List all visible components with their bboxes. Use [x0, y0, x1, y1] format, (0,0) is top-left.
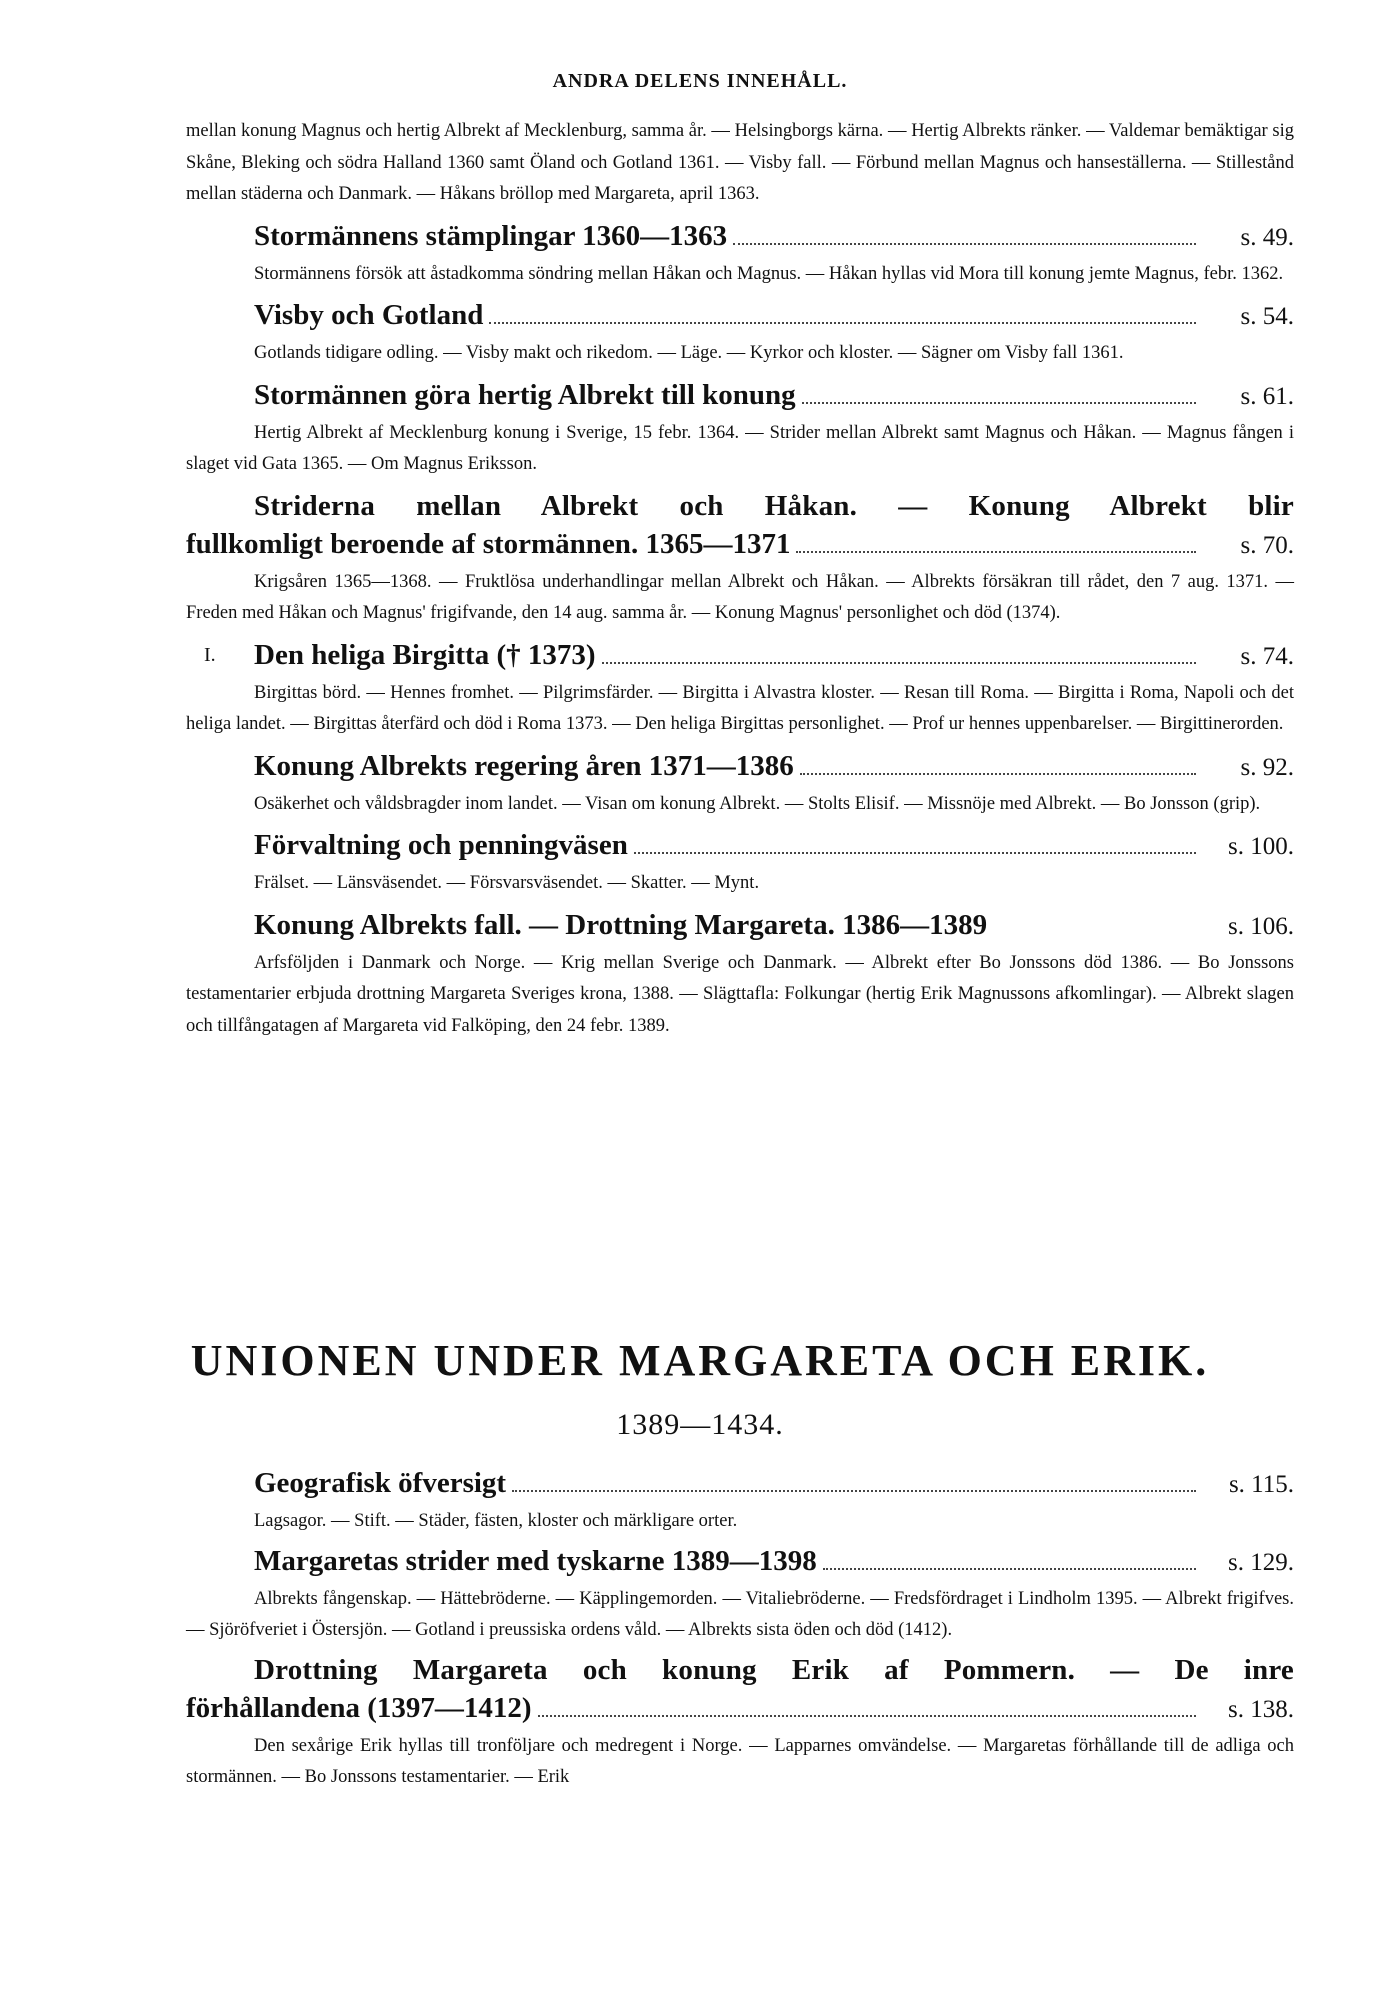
toc-entry-title: Konung Albrekts regering åren 1371—1386	[254, 749, 794, 782]
toc-entry-description: Albrekts fångenskap. — Hättebröderne. — Käpplingemorden. — Vitaliebröderne. — Fredsfördraget i Lindholm 1395. — Albrekt frigifves. — Sjöröfveriet i Östersjön. — Gotland i preussiska ordens våld. — Albrekts sista öden och död (1412).	[186, 1588, 1294, 1640]
margin-mark: I.	[204, 643, 216, 666]
toc-entry-description: Frälset. — Länsväsendet. — Försvarsväsendet. — Skatter. — Mynt.	[254, 873, 760, 893]
toc-entry	[186, 1651, 1294, 1794]
toc-entry	[186, 376, 1294, 481]
leader-dots	[602, 640, 1196, 664]
toc-entry-heading[interactable]	[186, 636, 1294, 676]
toc-entry-title: Stormännen göra hertig Albrekt till konung	[254, 378, 796, 411]
section-title: UNIONEN UNDER MARGARETA OCH ERIK.	[190, 1336, 1210, 1385]
toc-entry-page: s. 129.	[1228, 1548, 1294, 1576]
toc-entry-page: s. 70.	[1240, 531, 1294, 559]
toc-entry-heading[interactable]	[186, 296, 1294, 336]
toc-part-two	[186, 1460, 1294, 1794]
toc-entry	[186, 487, 1294, 630]
toc-entry-description: Stormännens försök att åstadkomma söndring mellan Håkan och Magnus. — Håkan hyllas vid Mora till konung jemte Magnus, febr. 1362.	[254, 263, 1284, 284]
toc-entry-description: Gotlands tidigare odling. — Visby makt och rikedom. — Läge. — Kyrkor och kloster. — Sägner om Visby fall 1361.	[254, 343, 1124, 363]
toc-entry	[186, 1464, 1294, 1538]
toc-entry-description: Hertig Albrekt af Mecklenburg konung i Sverige, 15 febr. 1364. — Strider mellan Albrekt samt Magnus och Håkan. — Magnus fången i slaget vid Gata 1365. — Om Magnus Eriksson.	[186, 422, 1294, 474]
toc-entry-description: Arfsföljden i Danmark och Norge. — Krig mellan Sverige och Danmark. — Albrekt efter Bo Jonssons död 1386. — Bo Jonssons testamentarier erbjuda drottning Margareta Sveriges krona, 1388. — Slägttafla: Folkungar (hertig Erik Magnussons afkomlingar). — Albrekt slagen och tillfångatagen af Margareta vid Falköping, den 24 febr. 1389.	[186, 952, 1294, 1036]
toc-entry-page: s. 138.	[1228, 1695, 1294, 1723]
running-head: ANDRA DELENS INNEHÅLL.	[552, 70, 848, 92]
toc-entry-heading[interactable]	[186, 747, 1294, 787]
toc-entry-title: Visby och Gotland	[254, 299, 484, 331]
toc-entry-heading[interactable]	[186, 906, 1294, 946]
toc-entry-title: Den heliga Birgitta († 1373)	[254, 638, 596, 671]
leader-dots	[634, 830, 1196, 854]
toc-entry	[186, 1542, 1294, 1647]
toc-entry	[186, 296, 1294, 370]
toc-entry-heading[interactable]	[186, 1464, 1294, 1504]
toc-entry-title-line-2: förhållandena (1397—1412)	[186, 1691, 532, 1724]
toc-entry-heading[interactable]	[186, 376, 1294, 416]
toc-part-one	[186, 116, 1294, 1042]
toc-entry-page: s. 74.	[1240, 642, 1294, 670]
toc-entry-heading[interactable]	[186, 1542, 1294, 1582]
toc-entry-heading[interactable]	[186, 826, 1294, 866]
toc-entry-page: s. 115.	[1228, 1471, 1294, 1498]
toc-entry-heading[interactable]	[186, 487, 1294, 565]
toc-entry-title: Geografisk öfversigt	[254, 1467, 507, 1499]
leader-dots	[823, 1546, 1196, 1570]
toc-entry-page: s. 92.	[1240, 753, 1294, 781]
intro-paragraph: mellan konung Magnus och hertig Albrekt af Mecklenburg, samma år. — Helsingborgs kärna. — Hertig Albrekts ränker. — Valdemar bemäktigar sig Skåne, Bleking och södra Halland 1360 samt Öland och Gotland 1361. — Visby fall. — Förbund mellan Magnus och hanseställerna. — Stillestånd mellan städerna och Danmark. — Håkans bröllop med Margareta, april 1363.	[186, 121, 1294, 204]
toc-entry-page: s. 106.	[1228, 912, 1294, 940]
toc-entry-title-line-1: Striderna mellan Albrekt och Håkan. — Konung Albrekt blir	[254, 489, 1294, 522]
toc-entry-description: Osäkerhet och våldsbragder inom landet. — Visan om konung Albrekt. — Stolts Elisif. — Missnöje med Albrekt. — Bo Jonsson (grip).	[254, 793, 1261, 814]
toc-entry-title-line-2-row	[186, 525, 1294, 565]
toc-entry	[186, 217, 1294, 291]
toc-entry	[186, 826, 1294, 900]
toc-entry-title-line-2: fullkomligt beroende af stormännen. 1365—1371	[186, 527, 791, 560]
toc-entry-heading[interactable]	[186, 1651, 1294, 1729]
toc-entry-title: Stormännens stämplingar 1360—1363	[254, 219, 728, 252]
toc-entry	[186, 747, 1294, 821]
leader-dots	[802, 380, 1196, 404]
toc-entry-title-line-2-row	[186, 1689, 1294, 1729]
toc-entry-description: Den sexårige Erik hyllas till tronföljare och medregent i Norge. — Lapparnes omvändelse. — Margaretas förhållande till de adliga och stormännen. — Bo Jonssons testamentarier. — Erik	[186, 1735, 1294, 1787]
toc-entry	[186, 636, 1294, 741]
leader-dots	[512, 1468, 1196, 1492]
section-years: 1389—1434.	[616, 1408, 784, 1441]
toc-entry-description: Krigsåren 1365—1368. — Fruktlösa underhandlingar mellan Albrekt och Håkan. — Albrekts försäkran till rådet, den 7 aug. 1371. — Freden med Håkan och Magnus' frigifvande, den 14 aug. samma år. — Konung Magnus' personlighet och död (1374).	[186, 571, 1294, 623]
toc-entry	[186, 906, 1294, 1043]
toc-entry-page: s. 100.	[1228, 833, 1294, 860]
toc-entry-page: s. 61.	[1240, 382, 1294, 410]
leader-dots	[796, 529, 1196, 553]
leader-dots	[489, 300, 1196, 324]
toc-entry-title-line-1: Drottning Margareta och konung Erik af Pommern. — De inre	[254, 1653, 1294, 1686]
toc-entry-title: Margaretas strider med tyskarne 1389—1398	[254, 1544, 817, 1577]
toc-entry-description: Lagsagor. — Stift. — Städer, fästen, kloster och märkligare orter.	[254, 1511, 738, 1531]
toc-entry-title: Konung Albrekts fall. — Drottning Margareta. 1386—1389	[254, 908, 988, 941]
toc-entry-page: s. 54.	[1240, 303, 1294, 330]
toc-entry-description: Birgittas börd. — Hennes fromhet. — Pilgrimsfärder. — Birgitta i Alvastra kloster. — Resan till Roma. — Birgitta i Roma, Napoli och det heliga landet. — Birgittas återfärd och död i Roma 1373. — Den heliga Birgittas personlighet. — Prof ur hennes uppenbarelser. — Birgittinerorden.	[186, 682, 1294, 734]
toc-entry-heading[interactable]	[186, 217, 1294, 257]
leader-dots	[800, 751, 1196, 775]
toc-entry-title: Förvaltning och penningväsen	[254, 829, 628, 861]
leader-dots	[733, 221, 1196, 245]
leader-dots	[538, 1693, 1196, 1717]
toc-entry-page: s. 49.	[1240, 223, 1294, 251]
